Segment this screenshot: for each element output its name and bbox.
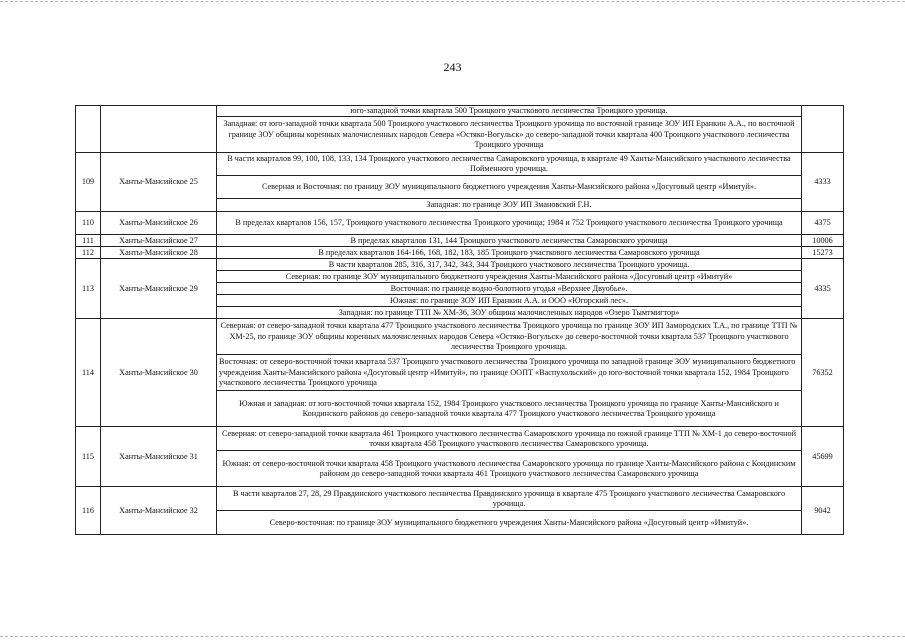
table-row — [76, 235, 844, 247]
ground-name: Ханты-Мансийское 31 — [101, 427, 217, 487]
area-value: 10006 — [802, 235, 844, 247]
boundary-description: Западная: от юго-западной точки квартала 500 Троицкого участкового лесничества Троицкого урочища по восточной границе ЗОУ ИП Еранкин А.А., по восточной границе ЗОУ общины коренных малочисленных народов Севера «Остяко-Вогульск» до северо-западной точки квартала 400 Троицкого участкового лесничества Троицкого урочища — [217, 117, 802, 153]
boundary-description: Южная и западная: от юго-восточной точки квартала 152, 1984 Троицкого участкового лесничества Троицкого урочища по границе Ханты-Мансийского и Кондинского районов до северо-западной точки квартала 477 Троицкого участкового лесничества Троицкого урочища — [217, 391, 802, 427]
page-number: 243 — [443, 60, 462, 74]
boundary-description: Восточная: от северо-восточной точки квартала 537 Троицкого участкового лесничества Троицкого урочища по западной границе ЗОУ муниципального бюджетного учреждения Ханты-Мансийского района «Досуговый центр «Имитуй», по границе ООПТ «Васпухольский» до юго-восточной точки квартала 152, 1984 Троицкого участкового лесничества Троицкого урочища — [217, 355, 802, 391]
hunting-grounds-table — [75, 105, 844, 535]
ground-name: Ханты-Мансийское 29 — [101, 259, 217, 319]
ground-name: Ханты-Мансийское 25 — [101, 153, 217, 212]
table-row — [76, 106, 844, 117]
boundary-description: В части кварталов 99, 100, 108, 133, 134 Троицкого участкового лесничества Самаровского урочища, в квартале 49 Ханты-Мансийского участкового лесничества Пойменного урочища. — [217, 153, 802, 176]
boundary-description: В пределах кварталов 164-166, 168, 182, 183, 185 Троицкого участкового лесничества Самаровского урочища — [217, 247, 802, 259]
ground-name: Ханты-Мансийское 28 — [101, 247, 217, 259]
boundary-description: Южная: от северо-восточной точки квартала 458 Троицкого участкового лесничества Самаровского урочища по границе Ханты-Мансийского района с Кондинским районом до северо-западной точки квартала 461 Троицкого участкового лесничества Самаровского урочища — [217, 451, 802, 487]
boundary-description: Северная: от северо-западной точки квартала 461 Троицкого участкового лесничества Самаровского урочища по южной границе ТТП № ХМ-1 до северо-восточной точки квартала 458 Троицкого участкового лесничества Самаровского урочища. — [217, 427, 802, 451]
area-value: 15273 — [802, 247, 844, 259]
boundary-description: Северо-восточная: по границе ЗОУ муниципального бюджетного учреждения Ханты-Мансийского района «Досуговый центр «Имитуй». — [217, 511, 802, 535]
boundary-description: Северная: по границе ЗОУ муниципального бюджетного учреждения Ханты-Мансийского района «Досуговый центр «Имитуй» — [217, 271, 802, 283]
boundary-description: В части кварталов 27, 28, 29 Правдинского участкового лесничества Правдинского урочища в квартале 475 Троицкого участкового лесничества Самаровского урочища. — [217, 487, 802, 511]
boundary-description: Северная и Восточная: по границу ЗОУ муниципального бюджетного учреждения Ханты-Мансийского района «Досуговый центр «Имитуй». — [217, 176, 802, 199]
table-row — [76, 259, 844, 271]
boundary-description: Северная: от северо-западной точки квартала 477 Троицкого участкового лесничества Троицкого урочища по границе ЗОУ ИП Замородских Т.А., по границе ТТП № ХМ-25, по границе ЗОУ общины коренных малочисленных народов Севера «Остяко-Вогульск» до северо-восточной точки квартала 537 Троицкого участкового лесничества Троицкого урочища. — [217, 319, 802, 355]
row-number: 111 — [76, 235, 101, 247]
boundary-description: В пределах кварталов 131, 144 Троицкого участкового лесничества Самаровского урочища — [217, 235, 802, 247]
area-value: 9042 — [802, 487, 844, 535]
ground-name — [101, 106, 217, 153]
boundary-description: В части кварталов 285, 316, 317, 342, 343, 344 Троицкого участкового лесничества Троицкого урочища. — [217, 259, 802, 271]
row-number: 109 — [76, 153, 101, 212]
row-number — [76, 106, 101, 153]
ground-name: Ханты-Мансийское 27 — [101, 235, 217, 247]
boundary-description: В пределах кварталов 156, 157, Троицкого участкового лесничества Троицкого урочища; 1984 и 752 Троицкого участкового лесничества Троицкого урочища — [217, 212, 802, 235]
scan-edge-top — [0, 1, 905, 2]
area-value: 4333 — [802, 153, 844, 212]
area-value — [802, 106, 844, 153]
area-value: 45699 — [802, 427, 844, 487]
boundary-description: Западная: по границе ТТП № ХМ-36, ЗОУ община малочисленных народов «Озеро Тымтмигтор» — [217, 307, 802, 319]
boundary-description: Южная: по границе ЗОУ ИП Еранкин А.А. и ООО «Югорский лес». — [217, 295, 802, 307]
row-number: 112 — [76, 247, 101, 259]
ground-name: Ханты-Мансийское 30 — [101, 319, 217, 427]
boundary-description: Восточная: по границе водно-болотного угодья «Верхнее Двуобье». — [217, 283, 802, 295]
table-row — [76, 319, 844, 355]
table-row — [76, 247, 844, 259]
row-number: 113 — [76, 259, 101, 319]
boundary-description: Западная: по границе ЗОУ ИП Змановский Г.Н. — [217, 199, 802, 212]
area-value: 76352 — [802, 319, 844, 427]
area-value: 4375 — [802, 212, 844, 235]
table-row — [76, 487, 844, 511]
area-value: 4335 — [802, 259, 844, 319]
ground-name: Ханты-Мансийское 32 — [101, 487, 217, 535]
row-number: 110 — [76, 212, 101, 235]
row-number: 116 — [76, 487, 101, 535]
boundary-description: юго-западной точки квартала 500 Троицкого участкового лесничества Троицкого урочища. — [217, 106, 802, 117]
table-row — [76, 212, 844, 235]
table-row — [76, 153, 844, 176]
scan-edge-bottom — [0, 636, 905, 637]
table-row — [76, 427, 844, 451]
row-number: 115 — [76, 427, 101, 487]
row-number: 114 — [76, 319, 101, 427]
ground-name: Ханты-Мансийское 26 — [101, 212, 217, 235]
